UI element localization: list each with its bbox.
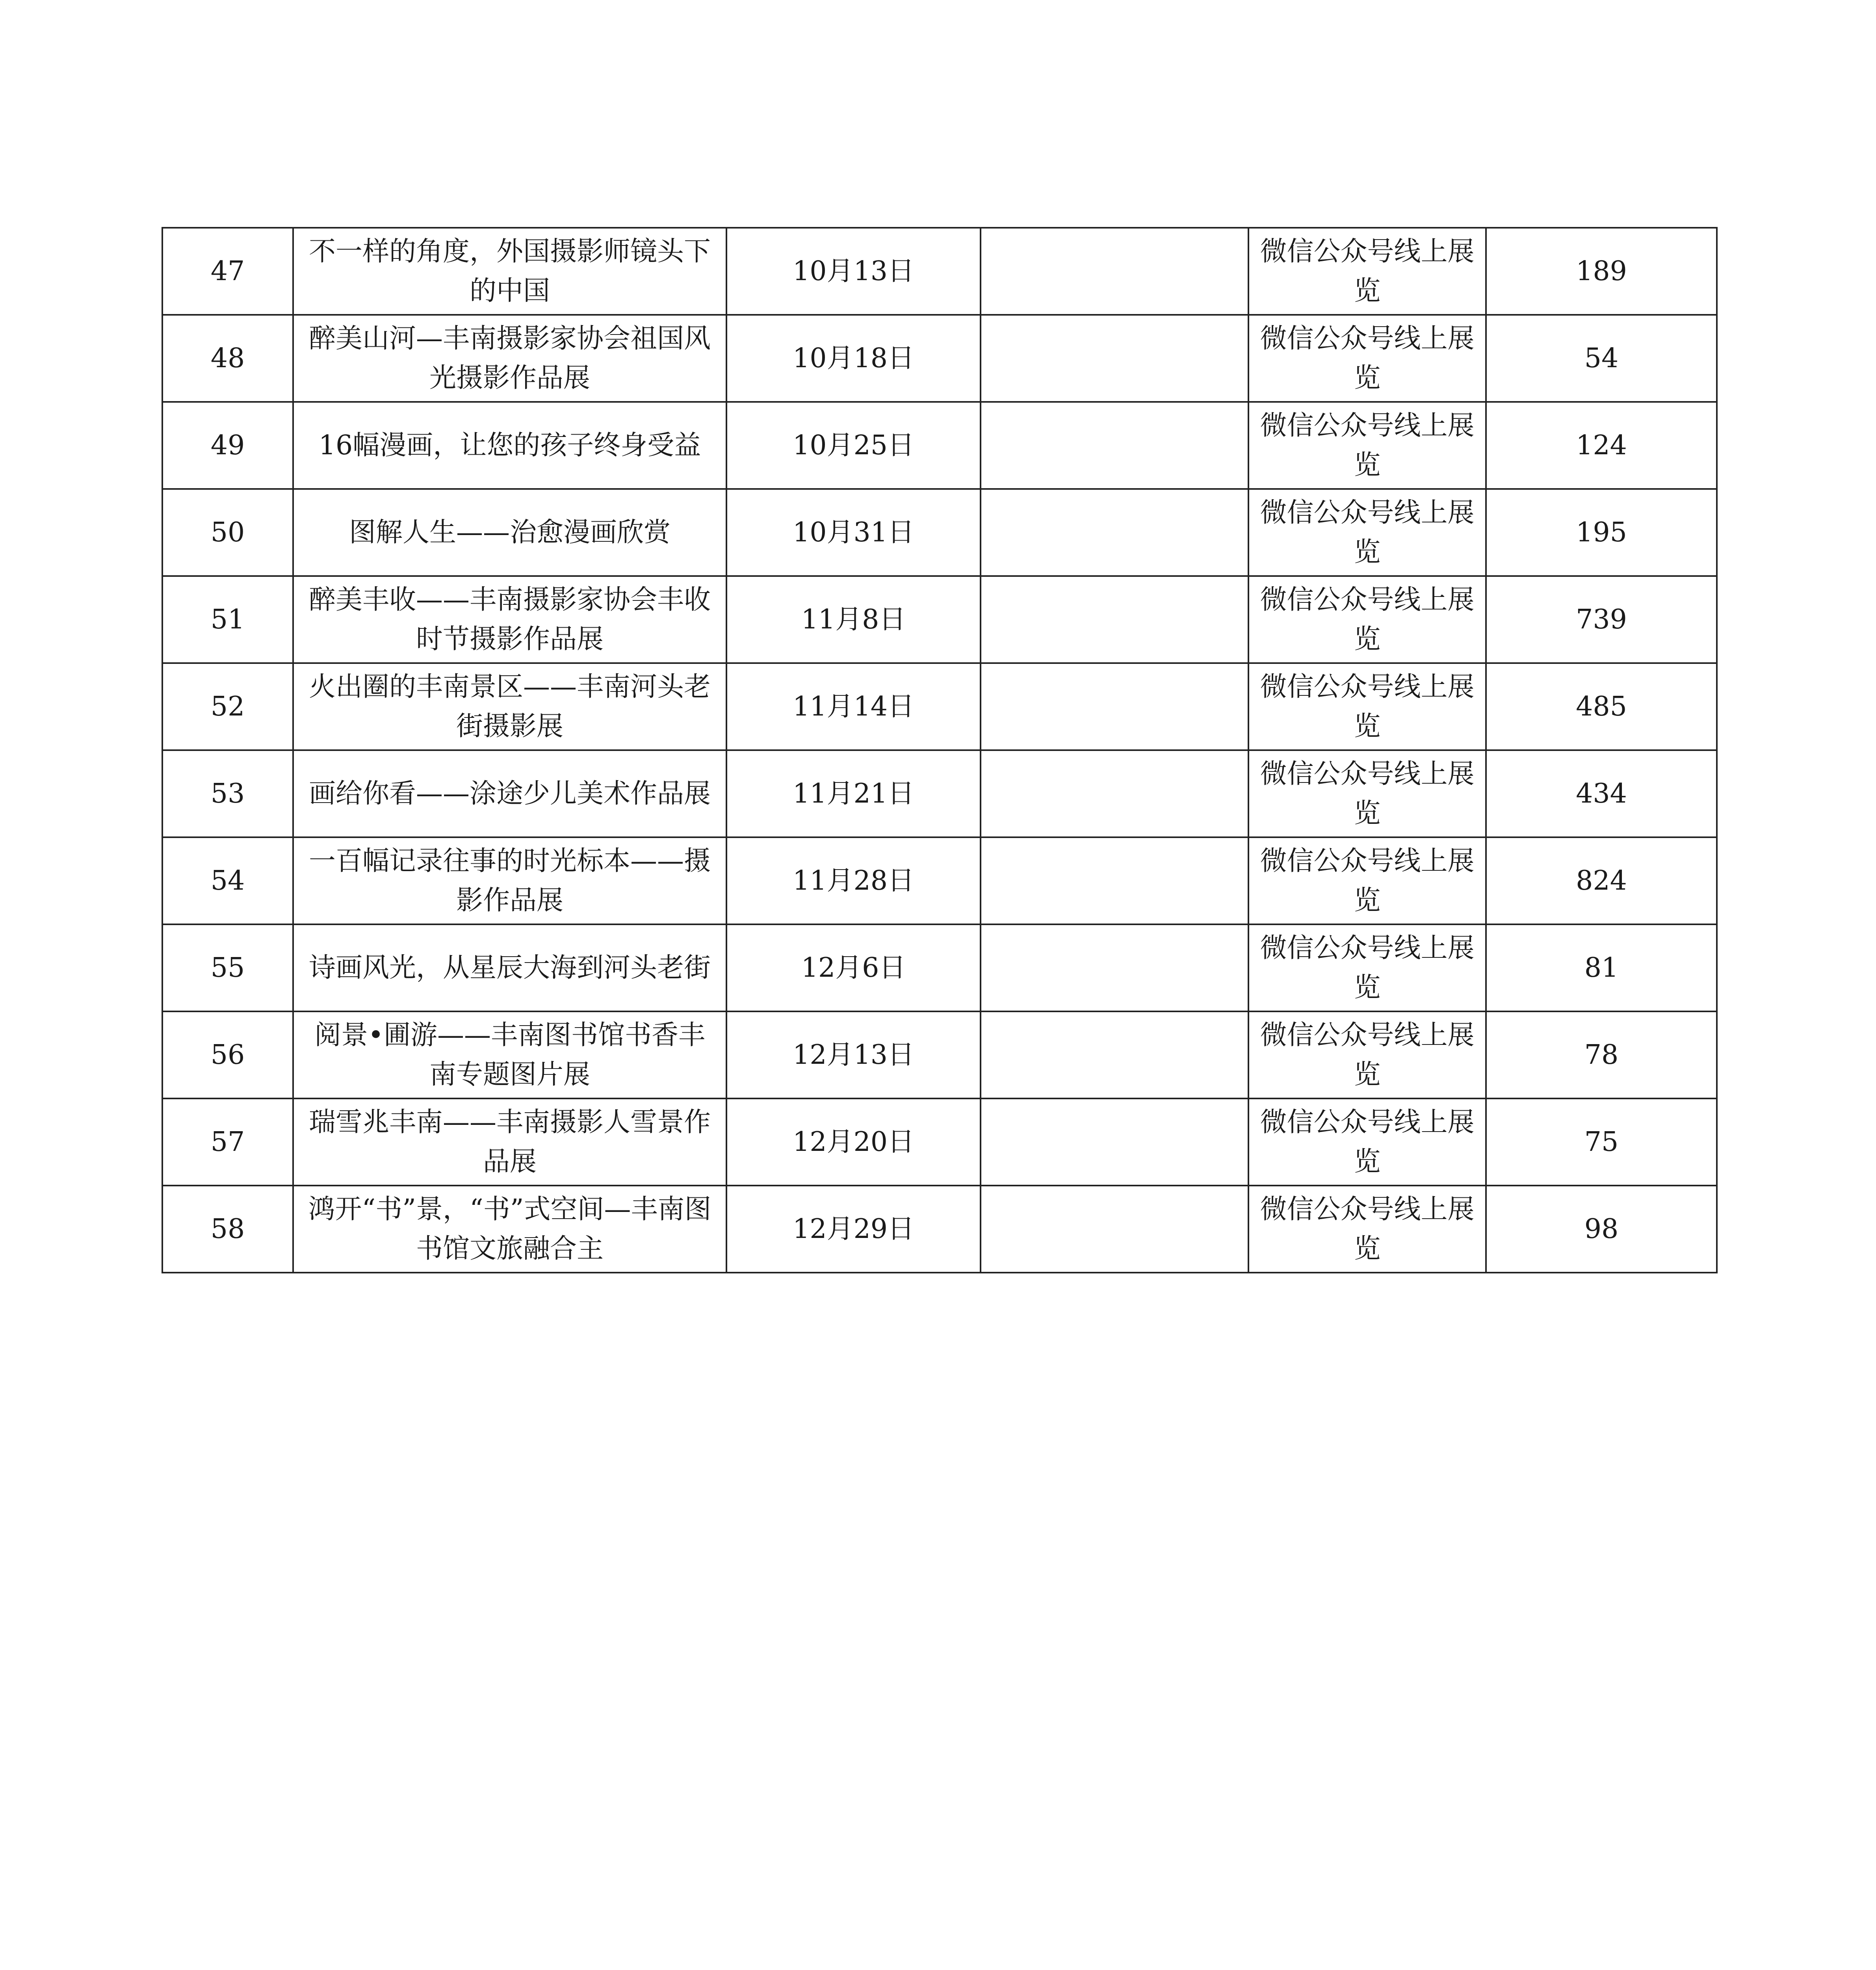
channel-cell-text: 微信公众号线上展览 xyxy=(1260,671,1475,742)
exhibition-title-cell-text: 醉美丰收——丰南摄影家协会丰收时节摄影作品展 xyxy=(308,584,711,655)
date-cell-text: 11月8日 xyxy=(801,604,906,635)
channel-cell-text: 微信公众号线上展览 xyxy=(1260,845,1475,916)
view-count-cell xyxy=(1486,489,1717,576)
date-cell xyxy=(726,924,981,1011)
channel-cell xyxy=(1248,837,1486,924)
table-row xyxy=(162,315,1717,402)
date-cell xyxy=(726,1011,981,1098)
row-number-cell xyxy=(162,924,293,1011)
view-count-cell xyxy=(1486,924,1717,1011)
channel-cell-text: 微信公众号线上展览 xyxy=(1260,497,1475,568)
channel-cell-text: 微信公众号线上展览 xyxy=(1260,323,1475,394)
row-number-cell xyxy=(162,663,293,750)
view-count-cell-text: 824 xyxy=(1576,865,1627,896)
exhibition-title-cell-text: 瑞雪兆丰南——丰南摄影人雪景作品展 xyxy=(308,1106,711,1177)
view-count-cell xyxy=(1486,402,1717,489)
table-row xyxy=(162,1098,1717,1186)
row-number-cell-text: 55 xyxy=(210,952,245,983)
date-cell xyxy=(726,663,981,750)
view-count-cell-text: 739 xyxy=(1576,604,1627,635)
row-number-cell xyxy=(162,1098,293,1186)
exhibition-title-cell xyxy=(293,402,726,489)
exhibition-title-cell-text: 火出圈的丰南景区——丰南河头老街摄影展 xyxy=(308,671,711,742)
view-count-cell xyxy=(1486,750,1717,837)
row-number-cell xyxy=(162,402,293,489)
empty-cell xyxy=(981,1011,1248,1098)
view-count-cell xyxy=(1486,576,1717,663)
row-number-cell-text: 58 xyxy=(210,1213,245,1245)
table-row xyxy=(162,837,1717,924)
date-cell-text: 11月28日 xyxy=(792,865,915,896)
date-cell-text: 10月13日 xyxy=(792,255,915,287)
row-number-cell-text: 48 xyxy=(210,342,245,374)
date-cell-text: 10月25日 xyxy=(792,429,915,461)
exhibition-title-cell xyxy=(293,315,726,402)
exhibition-title-cell xyxy=(293,924,726,1011)
date-cell-text: 12月6日 xyxy=(801,952,906,983)
exhibition-title-cell-text: 阅景•圃游——丰南图书馆书香丰南专题图片展 xyxy=(314,1019,706,1090)
exhibition-title-cell-text: 不一样的角度，外国摄影师镜头下的中国 xyxy=(308,236,711,307)
row-number-cell xyxy=(162,315,293,402)
view-count-cell xyxy=(1486,1011,1717,1098)
view-count-cell xyxy=(1486,315,1717,402)
view-count-cell-text: 81 xyxy=(1584,952,1619,983)
channel-cell-text: 微信公众号线上展览 xyxy=(1260,932,1475,1003)
channel-cell-text: 微信公众号线上展览 xyxy=(1260,1019,1475,1090)
channel-cell xyxy=(1248,663,1486,750)
exhibition-title-cell-text: 诗画风光，从星辰大海到河头老街 xyxy=(308,952,711,983)
table-row xyxy=(162,924,1717,1011)
channel-cell xyxy=(1248,315,1486,402)
date-cell-text: 10月31日 xyxy=(792,517,915,548)
channel-cell xyxy=(1248,1098,1486,1186)
empty-cell xyxy=(981,663,1248,750)
date-cell-text: 10月18日 xyxy=(792,342,915,374)
exhibition-title-cell-text: 画给你看——涂途少儿美术作品展 xyxy=(308,778,711,809)
date-cell-text: 12月13日 xyxy=(792,1039,915,1070)
channel-cell-text: 微信公众号线上展览 xyxy=(1260,1193,1475,1264)
exhibition-title-cell-text: 图解人生——治愈漫画欣赏 xyxy=(349,517,671,548)
view-count-cell-text: 485 xyxy=(1576,691,1627,722)
view-count-cell-text: 98 xyxy=(1584,1213,1619,1245)
empty-cell xyxy=(981,1098,1248,1186)
date-cell-text: 12月20日 xyxy=(792,1126,915,1158)
row-number-cell-text: 47 xyxy=(210,255,245,287)
empty-cell xyxy=(981,228,1248,315)
exhibition-title-cell xyxy=(293,1186,726,1273)
channel-cell-text: 微信公众号线上展览 xyxy=(1260,1106,1475,1177)
view-count-cell xyxy=(1486,1186,1717,1273)
channel-cell xyxy=(1248,750,1486,837)
exhibition-title-cell xyxy=(293,1098,726,1186)
date-cell-text: 12月29日 xyxy=(792,1213,915,1245)
date-cell xyxy=(726,402,981,489)
row-number-cell-text: 53 xyxy=(210,778,245,809)
table-row xyxy=(162,663,1717,750)
row-number-cell xyxy=(162,837,293,924)
date-cell xyxy=(726,315,981,402)
date-cell xyxy=(726,576,981,663)
channel-cell xyxy=(1248,228,1486,315)
date-cell xyxy=(726,1186,981,1273)
empty-cell xyxy=(981,750,1248,837)
table-row xyxy=(162,228,1717,315)
channel-cell xyxy=(1248,576,1486,663)
channel-cell-text: 微信公众号线上展览 xyxy=(1260,236,1475,307)
date-cell xyxy=(726,489,981,576)
row-number-cell xyxy=(162,489,293,576)
table-row xyxy=(162,489,1717,576)
table-row xyxy=(162,1186,1717,1273)
exhibition-title-cell-text: 一百幅记录往事的时光标本——摄影作品展 xyxy=(308,845,711,916)
empty-cell xyxy=(981,1186,1248,1273)
empty-cell xyxy=(981,315,1248,402)
table-row xyxy=(162,750,1717,837)
empty-cell xyxy=(981,924,1248,1011)
date-cell xyxy=(726,1098,981,1186)
channel-cell-text: 微信公众号线上展览 xyxy=(1260,758,1475,829)
exhibition-title-cell xyxy=(293,228,726,315)
exhibition-title-cell-text: 鸿开“书”景，“书”式空间—丰南图书馆文旅融合主 xyxy=(308,1193,711,1264)
view-count-cell-text: 434 xyxy=(1576,778,1627,809)
channel-cell xyxy=(1248,1011,1486,1098)
row-number-cell-text: 49 xyxy=(210,429,245,461)
view-count-cell-text: 124 xyxy=(1576,429,1627,461)
row-number-cell xyxy=(162,750,293,837)
view-count-cell-text: 78 xyxy=(1584,1039,1619,1070)
view-count-cell xyxy=(1486,228,1717,315)
row-number-cell xyxy=(162,228,293,315)
row-number-cell xyxy=(162,576,293,663)
channel-cell xyxy=(1248,489,1486,576)
row-number-cell-text: 50 xyxy=(210,517,245,548)
row-number-cell-text: 56 xyxy=(210,1039,245,1070)
exhibition-title-cell xyxy=(293,837,726,924)
exhibition-title-cell xyxy=(293,663,726,750)
view-count-cell-text: 75 xyxy=(1584,1126,1619,1158)
row-number-cell-text: 54 xyxy=(210,865,245,896)
date-cell xyxy=(726,750,981,837)
exhibition-title-cell-text: 16幅漫画，让您的孩子终身受益 xyxy=(318,429,701,461)
table-row xyxy=(162,576,1717,663)
exhibition-table xyxy=(162,227,1718,1273)
exhibition-title-cell xyxy=(293,576,726,663)
channel-cell xyxy=(1248,402,1486,489)
empty-cell xyxy=(981,489,1248,576)
table-body xyxy=(162,228,1717,1273)
view-count-cell xyxy=(1486,837,1717,924)
view-count-cell xyxy=(1486,663,1717,750)
table-row xyxy=(162,402,1717,489)
row-number-cell-text: 52 xyxy=(210,691,245,722)
empty-cell xyxy=(981,576,1248,663)
exhibition-title-cell xyxy=(293,750,726,837)
empty-cell xyxy=(981,837,1248,924)
channel-cell xyxy=(1248,1186,1486,1273)
table-row xyxy=(162,1011,1717,1098)
empty-cell xyxy=(981,402,1248,489)
exhibition-title-cell xyxy=(293,1011,726,1098)
channel-cell-text: 微信公众号线上展览 xyxy=(1260,410,1475,481)
exhibition-title-cell xyxy=(293,489,726,576)
row-number-cell xyxy=(162,1011,293,1098)
row-number-cell-text: 51 xyxy=(210,604,245,635)
row-number-cell xyxy=(162,1186,293,1273)
date-cell xyxy=(726,837,981,924)
date-cell xyxy=(726,228,981,315)
view-count-cell xyxy=(1486,1098,1717,1186)
row-number-cell-text: 57 xyxy=(210,1126,245,1158)
view-count-cell-text: 189 xyxy=(1576,255,1627,287)
channel-cell-text: 微信公众号线上展览 xyxy=(1260,584,1475,655)
date-cell-text: 11月14日 xyxy=(792,691,915,722)
exhibition-title-cell-text: 醉美山河—丰南摄影家协会祖国风光摄影作品展 xyxy=(308,323,711,394)
view-count-cell-text: 195 xyxy=(1576,517,1627,548)
view-count-cell-text: 54 xyxy=(1584,342,1619,374)
channel-cell xyxy=(1248,924,1486,1011)
date-cell-text: 11月21日 xyxy=(792,778,915,809)
